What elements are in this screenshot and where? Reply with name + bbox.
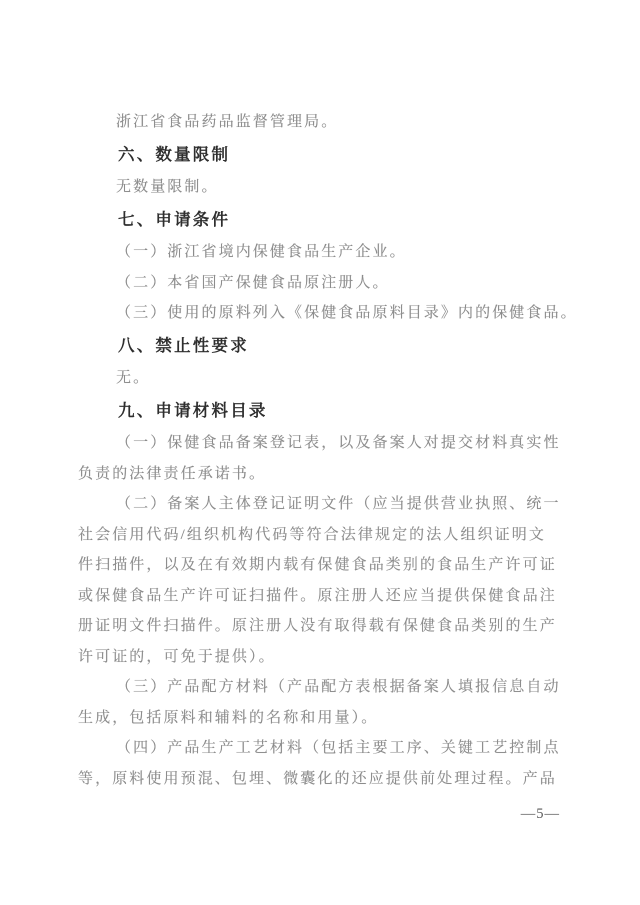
text-line: 件扫描件，以及在有效期内载有保健食品类别的食品生产许可证 [78, 557, 557, 573]
list-item-line: （二）备案人主体登记证明文件（应当提供营业执照、统一 [116, 496, 561, 512]
list-item-line: （三）产品配方材料（产品配方表根据备案人填报信息自动 [116, 679, 561, 695]
section-heading-7: 七、申请条件 [118, 210, 231, 229]
text-line: 或保健食品生产许可证扫描件。原注册人还应当提供保健食品注 [78, 587, 557, 604]
list-item-line: （一）保健食品备案登记表，以及备案人对提交材料真实性 [116, 435, 561, 451]
list-item-line: （四）产品生产工艺材料（包括主要工序、关键工艺控制点 [116, 740, 561, 756]
list-item-line: （三）使用的原料列入《保健食品原料目录》内的保健食品。 [116, 305, 578, 321]
text-line: 负责的法律责任承诺书。 [78, 465, 267, 482]
section-heading-9: 九、申请材料目录 [118, 401, 268, 420]
text-line: 社会信用代码/组织机构代码等符合法律规定的法人组织证明文 [78, 526, 546, 543]
text-line: 等，原料使用预混、包埋、微囊化的还应提供前处理过程。产品 [78, 770, 557, 787]
list-item-line: （一）浙江省境内保健食品生产企业。 [116, 244, 407, 260]
section-heading-6: 六、数量限制 [118, 145, 231, 164]
section-heading-8: 八、禁止性要求 [118, 336, 249, 355]
text-line: 浙江省食品药品监督管理局。 [116, 114, 339, 130]
list-item-line: （二）本省国产保健食品原注册人。 [116, 274, 390, 291]
text-line: 无数量限制。 [116, 179, 219, 195]
document-body [78, 107, 578, 794]
text-line: 生成，包括原料和辅料的名称和用量）。 [78, 709, 379, 726]
text-line: 许可证的，可免于提供）。 [78, 648, 276, 665]
text-line: 册证明文件扫描件。原注册人没有取得载有保健食品类别的生产 [78, 618, 557, 634]
text-line: 无。 [116, 370, 151, 386]
page-number: —5— [520, 806, 560, 822]
